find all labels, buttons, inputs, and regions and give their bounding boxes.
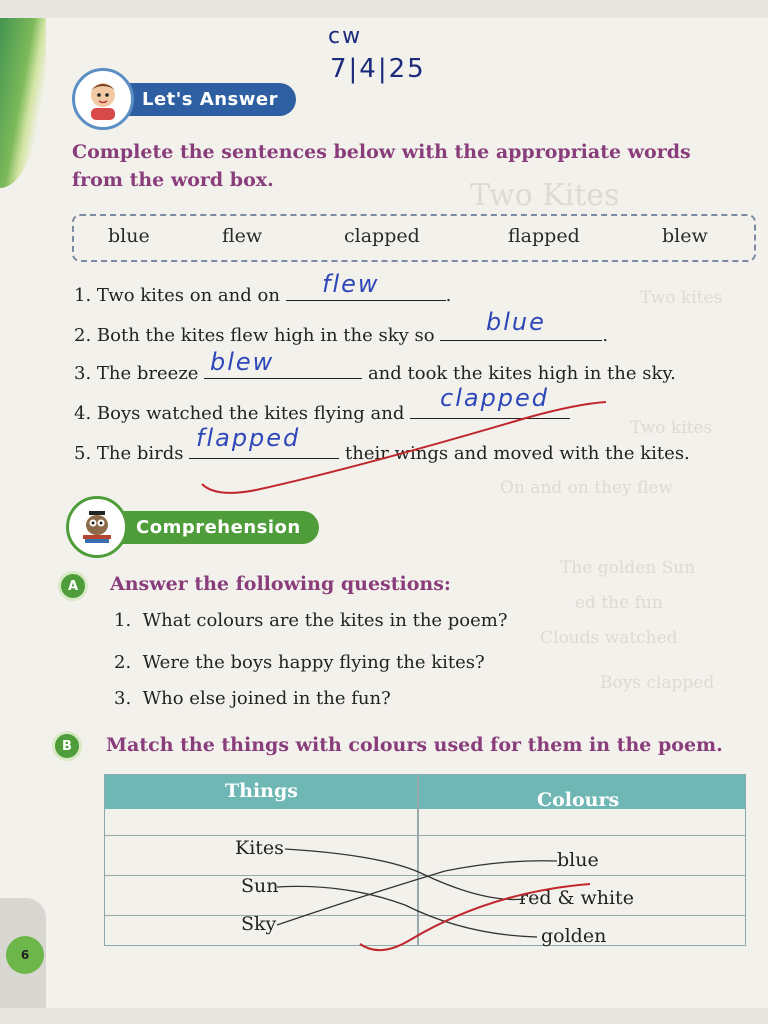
- sentence-3: 3. The breeze and took the kites high in the sky.: [74, 360, 676, 384]
- part-a-marker: A: [58, 571, 88, 601]
- handwritten-class-work-mark: cw: [328, 24, 363, 49]
- part-a-heading: Answer the following questions:: [110, 573, 451, 595]
- page-number: 6: [6, 936, 44, 974]
- word-box: [72, 214, 756, 262]
- comprehension-badge: [66, 496, 319, 558]
- things-column-header: Things: [105, 775, 417, 809]
- owl-reading-icon: [66, 496, 128, 558]
- handwritten-answer-5: flapped: [196, 424, 301, 452]
- lets-answer-badge: [72, 68, 296, 130]
- colours-column-header: Colours: [419, 775, 745, 809]
- colour-cell: red & white: [519, 887, 634, 909]
- sentence-4: 4. Boys watched the kites flying and: [74, 400, 570, 424]
- word-box-item: clapped: [344, 225, 420, 247]
- word-box-item: blew: [662, 225, 708, 247]
- handwritten-date: 7|4|25: [330, 54, 426, 84]
- instruction-line-1: Complete the sentences below with the appropriate words: [72, 141, 691, 163]
- word-box-item: flapped: [508, 225, 580, 247]
- word-box-item: blue: [108, 225, 150, 247]
- thing-cell: Sky: [241, 913, 277, 935]
- sentence-5: 5. The birds their wings and moved with the kites.: [74, 440, 690, 464]
- teacher-check-mark: [350, 878, 610, 958]
- sentence-2: 2. Both the kites flew high in the sky so .: [74, 322, 608, 346]
- thing-cell: Sun: [241, 875, 279, 897]
- question-3: 3. Who else joined in the fun?: [114, 688, 391, 709]
- instruction-line-2: from the word box.: [72, 169, 274, 191]
- handwritten-answer-4: clapped: [440, 384, 550, 412]
- thing-cell: Kites: [235, 837, 284, 859]
- handwritten-answer-1: flew: [322, 270, 380, 298]
- question-1: 1. What colours are the kites in the poem?: [114, 610, 508, 631]
- teacher-check-mark: [196, 398, 616, 498]
- decorative-leaf: [0, 18, 46, 188]
- comprehension-badge-label: Comprehension: [106, 511, 319, 544]
- word-box-item: flew: [222, 225, 263, 247]
- handwritten-answer-3: blew: [210, 348, 275, 376]
- lets-answer-badge-label: Let's Answer: [112, 83, 296, 116]
- part-b-heading: Match the things with colours used for them in the poem.: [106, 734, 723, 756]
- question-2: 2. Were the boys happy flying the kites?: [114, 652, 485, 673]
- worksheet-page: Two Kites Two kites Two kites On and on they flew The golden Sun ed the fun Clouds watched Boys clapped cw 7|4|25 Let's Answer Complete the sentences below with the appropriate words from the word box. blue flew clapped flapped blew 1. Two kites on and on . flew 2. Both the kites flew high in the sky so . blue 3. The breeze and took the kites high in the sky. blew 4. Boys watched the kites flying and clapped 5. The birds their wings and moved with the kites. flapped Comprehension A Answer the following questions: 1. What colours are the kites in the poem? 2. Were the boys happy flying the kites? 3. Who else joined in the fun? B Match the things with colours used for them in the poem. Things Colours Kites Sun Sky blue red & white golden 6: [0, 18, 768, 1008]
- child-icon: [72, 68, 134, 130]
- sentence-1: 1. Two kites on and on .: [74, 282, 451, 306]
- colour-cell: blue: [557, 849, 599, 871]
- handwritten-answer-2: blue: [486, 308, 546, 336]
- colour-cell: golden: [541, 925, 607, 947]
- part-b-marker: B: [52, 731, 82, 761]
